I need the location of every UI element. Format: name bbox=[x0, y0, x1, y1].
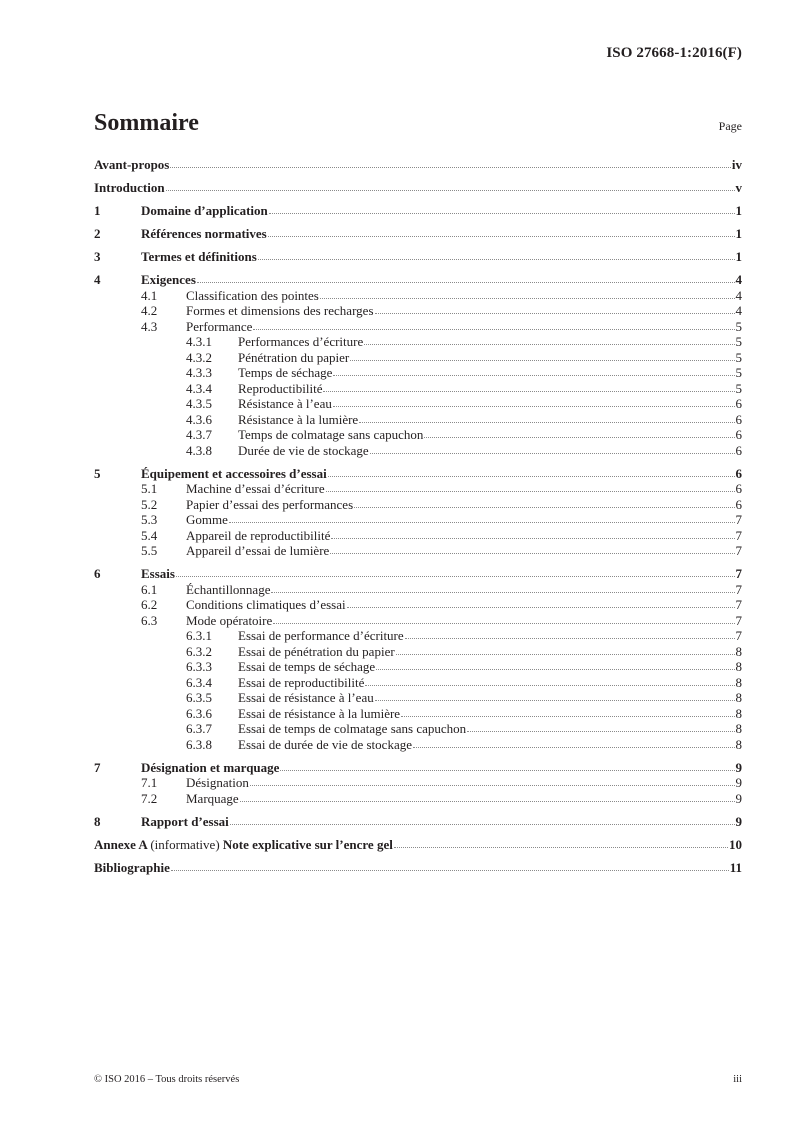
toc-entry-6-2[interactable] bbox=[94, 597, 742, 613]
toc-entry-label: Essai de résistance à l’eau bbox=[238, 690, 374, 705]
dot-leader bbox=[328, 476, 735, 477]
toc-entry-page: 7 bbox=[735, 527, 742, 543]
toc-entry-4-3-5[interactable] bbox=[94, 396, 742, 412]
toc-entry-label: Pénétration du papier bbox=[238, 349, 350, 365]
dot-leader bbox=[396, 654, 735, 655]
toc-entry-3[interactable] bbox=[94, 249, 742, 265]
toc-entry-label: Échantillonnage bbox=[186, 581, 271, 597]
toc-entry-5-5[interactable] bbox=[94, 543, 742, 559]
toc-entry-7[interactable] bbox=[94, 760, 742, 776]
dot-leader bbox=[333, 375, 734, 376]
toc-entry-number: 6.2 bbox=[141, 597, 158, 612]
toc-entry-number: 7.2 bbox=[141, 790, 158, 806]
dot-leader bbox=[273, 623, 734, 624]
toc-entry-number: 4.3.5 bbox=[186, 396, 212, 411]
annex-title: Note explicative sur l’encre gel bbox=[222, 836, 393, 852]
toc-entry-page: 10 bbox=[729, 836, 742, 852]
toc-entry-page: 5 bbox=[735, 318, 742, 334]
toc-entry-6-3-8[interactable] bbox=[94, 737, 742, 753]
toc-entry-8[interactable] bbox=[94, 814, 742, 830]
toc-entry-page: 9 bbox=[735, 813, 742, 829]
toc-entry-label: Termes et définitions bbox=[141, 249, 257, 264]
toc-entry-label: Résistance à l’eau bbox=[238, 396, 332, 411]
toc-entry-label: Performance bbox=[186, 318, 253, 334]
toc-entry-4-3-7[interactable] bbox=[94, 427, 742, 443]
toc-entry-number: 1 bbox=[94, 203, 101, 218]
toc-entry-page: 7 bbox=[735, 566, 742, 581]
toc-entry-page: 6 bbox=[735, 496, 742, 512]
toc-entry-page: 4 bbox=[735, 303, 742, 318]
toc-entry-page: 7 bbox=[735, 612, 742, 628]
toc-entry-6-3-2[interactable] bbox=[94, 644, 742, 660]
toc-entry-bibliographie[interactable] bbox=[94, 860, 742, 876]
toc-entry-5-1[interactable] bbox=[94, 481, 742, 497]
toc-entry-number: 5.2 bbox=[141, 496, 158, 512]
toc-entry-page: iv bbox=[731, 157, 742, 172]
dot-leader bbox=[330, 553, 734, 554]
toc-entry-avant-propos[interactable] bbox=[94, 157, 742, 173]
dot-leader bbox=[333, 406, 735, 407]
toc-entry-label: Temps de séchage bbox=[238, 365, 333, 380]
toc-entry-number: 4.3.2 bbox=[186, 349, 212, 365]
toc-entry-number: 4 bbox=[94, 272, 101, 287]
dot-leader bbox=[376, 669, 734, 670]
toc-entry-number: 4.3.7 bbox=[186, 427, 212, 442]
toc-entry-label: Mode opératoire bbox=[186, 612, 273, 628]
toc-entry-label: Avant-propos bbox=[94, 157, 170, 172]
dot-leader bbox=[467, 731, 734, 732]
toc-entry-page: 4 bbox=[735, 272, 742, 287]
dot-leader bbox=[413, 747, 735, 748]
toc-entry-label: Temps de colmatage sans capuchon bbox=[238, 427, 424, 442]
toc-entry-number: 6.3.5 bbox=[186, 690, 212, 705]
toc-entry-page: 8 bbox=[735, 674, 742, 690]
page-column-label: Page bbox=[718, 119, 742, 133]
copyright-notice: © ISO 2016 – Tous droits réservés bbox=[94, 1074, 240, 1085]
toc-entry-number: 6 bbox=[94, 566, 101, 581]
dot-leader bbox=[347, 607, 735, 608]
toc-entry-number: 4.3.3 bbox=[186, 365, 212, 380]
toc-entry-number: 6.3 bbox=[141, 612, 158, 628]
toc-entry-label: Essai de temps de colmatage sans capuchon bbox=[238, 721, 467, 736]
toc-entry-number: 5 bbox=[94, 465, 101, 481]
toc-entry-number: 6.3.7 bbox=[186, 721, 212, 736]
toc-entry-number: 4.3.4 bbox=[186, 380, 212, 396]
dot-leader bbox=[230, 824, 735, 825]
toc-entry-page: 6 bbox=[735, 481, 742, 496]
toc-entry-page: 5 bbox=[735, 349, 742, 365]
toc-entry-number: 4.3 bbox=[141, 318, 158, 334]
page-title: Sommaire bbox=[94, 110, 199, 136]
toc-entry-6-3-7[interactable] bbox=[94, 721, 742, 737]
toc-entry-number: 6.1 bbox=[141, 581, 158, 597]
toc-entry-page: 9 bbox=[735, 790, 742, 806]
toc-entry-label: Papier d’essai des performances bbox=[186, 496, 354, 512]
toc-entry-label: Rapport d’essai bbox=[141, 813, 229, 829]
toc-entry-page: 4 bbox=[735, 287, 742, 303]
toc-entry-number: 6.3.1 bbox=[186, 628, 212, 643]
toc-entry-4-3-3[interactable] bbox=[94, 365, 742, 381]
toc-entry-2[interactable] bbox=[94, 226, 742, 242]
dot-leader bbox=[394, 847, 728, 848]
toc-entry-page: 5 bbox=[735, 334, 742, 349]
dot-leader bbox=[401, 716, 734, 717]
toc-entry-number: 5.4 bbox=[141, 527, 158, 543]
dot-leader bbox=[176, 576, 735, 577]
toc-entry-annexe-a[interactable] bbox=[94, 837, 742, 853]
toc-entry-label: Bibliographie bbox=[94, 859, 170, 875]
toc-entry-4[interactable] bbox=[94, 272, 742, 288]
dot-leader bbox=[250, 785, 735, 786]
toc-entry-label: Durée de vie de stockage bbox=[238, 442, 369, 458]
toc-entry-page: 5 bbox=[735, 380, 742, 396]
dot-leader bbox=[375, 700, 735, 701]
dot-leader bbox=[253, 329, 734, 330]
document-id: ISO 27668-1:2016(F) bbox=[606, 45, 742, 61]
dot-leader bbox=[280, 770, 734, 771]
toc-entry-number: 7 bbox=[94, 759, 101, 775]
toc-entry-page: 7 bbox=[735, 543, 742, 558]
toc-entry-page: 8 bbox=[735, 659, 742, 674]
table-of-contents bbox=[94, 157, 742, 875]
toc-entry-label: Références normatives bbox=[141, 226, 267, 241]
toc-entry-6-3-1[interactable] bbox=[94, 628, 742, 644]
toc-entry-page: 6 bbox=[735, 465, 742, 481]
toc-entry-label: Introduction bbox=[94, 180, 165, 195]
toc-entry-label: Essai de temps de séchage bbox=[238, 659, 376, 674]
toc-entry-number: 8 bbox=[94, 813, 101, 829]
toc-entry-6-3[interactable] bbox=[94, 613, 742, 629]
dot-leader bbox=[166, 190, 735, 191]
toc-entry-introduction[interactable] bbox=[94, 180, 742, 196]
toc-entry-7-2[interactable] bbox=[94, 791, 742, 807]
toc-entry-number: 6.3.8 bbox=[186, 736, 212, 752]
dot-leader bbox=[197, 282, 735, 283]
toc-entry-label: Essai de reproductibilité bbox=[238, 674, 365, 690]
toc-entry-5-3[interactable] bbox=[94, 512, 742, 528]
toc-entry-label: Essai de durée de vie de stockage bbox=[238, 736, 412, 752]
toc-entry-6-3-5[interactable] bbox=[94, 690, 742, 706]
dot-leader bbox=[331, 538, 734, 539]
dot-leader bbox=[258, 259, 735, 260]
toc-entry-number: 6.3.6 bbox=[186, 705, 212, 721]
dot-leader bbox=[354, 507, 734, 508]
toc-entry-page: 6 bbox=[735, 396, 742, 411]
toc-entry-label: Performances d’écriture bbox=[238, 334, 364, 349]
toc-entry-label: Domaine d’application bbox=[141, 203, 268, 218]
toc-entry-number: 4.3.1 bbox=[186, 334, 212, 349]
toc-entry-label: Gomme bbox=[186, 512, 228, 527]
toc-entry-label bbox=[94, 837, 393, 853]
toc-entry-6-3-4[interactable] bbox=[94, 675, 742, 691]
toc-entry-label: Essai de résistance à la lumière bbox=[238, 705, 401, 721]
toc-entry-page: 7 bbox=[735, 597, 742, 612]
toc-entry-page: 8 bbox=[735, 705, 742, 721]
toc-entry-page: 1 bbox=[735, 226, 742, 241]
toc-entry-page: 6 bbox=[735, 427, 742, 442]
toc-entry-label: Équipement et accessoires d’essai bbox=[141, 465, 327, 481]
toc-entry-4-3-2[interactable] bbox=[94, 350, 742, 366]
dot-leader bbox=[370, 453, 735, 454]
toc-entry-label: Résistance à la lumière bbox=[238, 411, 359, 427]
toc-entry-page: 8 bbox=[735, 736, 742, 752]
toc-entry-4-3-8[interactable] bbox=[94, 443, 742, 459]
annex-type: (informative) bbox=[150, 836, 220, 852]
toc-entry-6-3-6[interactable] bbox=[94, 706, 742, 722]
toc-entry-page: 8 bbox=[735, 721, 742, 736]
toc-entry-label: Conditions climatiques d’essai bbox=[186, 597, 346, 612]
toc-entry-7-1[interactable] bbox=[94, 775, 742, 791]
dot-leader bbox=[364, 344, 734, 345]
toc-entry-number: 3 bbox=[94, 249, 101, 264]
toc-entry-label: Reproductibilité bbox=[238, 380, 323, 396]
toc-entry-page: 7 bbox=[735, 628, 742, 643]
toc-entry-label: Exigences bbox=[141, 272, 196, 287]
toc-entry-label: Essai de pénétration du papier bbox=[238, 643, 395, 659]
toc-entry-6-1[interactable] bbox=[94, 582, 742, 598]
toc-entry-6-3-3[interactable] bbox=[94, 659, 742, 675]
dot-leader bbox=[326, 491, 735, 492]
toc-entry-5-4[interactable] bbox=[94, 528, 742, 544]
toc-entry-6[interactable] bbox=[94, 566, 742, 582]
annex-prefix: Annexe A bbox=[94, 836, 148, 852]
toc-entry-number: 4.2 bbox=[141, 303, 158, 318]
toc-entry-page: 7 bbox=[735, 581, 742, 597]
toc-entry-4-2[interactable] bbox=[94, 303, 742, 319]
toc-entry-number: 6.3.2 bbox=[186, 643, 212, 659]
dot-leader bbox=[405, 638, 735, 639]
dot-leader bbox=[170, 167, 731, 168]
dot-leader bbox=[268, 236, 735, 237]
page-number: iii bbox=[733, 1074, 742, 1085]
dot-leader bbox=[365, 685, 734, 686]
dot-leader bbox=[350, 360, 734, 361]
toc-entry-number: 7.1 bbox=[141, 775, 158, 790]
toc-entry-page: 9 bbox=[735, 759, 742, 775]
toc-entry-number: 4.1 bbox=[141, 287, 158, 303]
toc-entry-label: Machine d’essai d’écriture bbox=[186, 481, 325, 496]
toc-entry-label: Classification des pointes bbox=[186, 287, 319, 303]
toc-entry-page: 8 bbox=[735, 643, 742, 659]
toc-entry-label: Désignation bbox=[186, 775, 249, 790]
toc-entry-number: 2 bbox=[94, 226, 101, 241]
toc-entry-number: 6.3.3 bbox=[186, 659, 212, 674]
toc-entry-page: 1 bbox=[735, 203, 742, 218]
dot-leader bbox=[269, 213, 735, 214]
toc-entry-number: 5.1 bbox=[141, 481, 158, 496]
toc-entry-1[interactable] bbox=[94, 203, 742, 219]
toc-entry-label: Formes et dimensions des recharges bbox=[186, 303, 374, 318]
dot-leader bbox=[320, 298, 735, 299]
toc-entry-page: v bbox=[735, 180, 742, 195]
toc-entry-number: 5.5 bbox=[141, 543, 158, 558]
toc-entry-label: Essai de performance d’écriture bbox=[238, 628, 404, 643]
toc-entry-page: 6 bbox=[735, 411, 742, 427]
toc-entry-5[interactable] bbox=[94, 466, 742, 482]
dot-leader bbox=[424, 437, 734, 438]
toc-entry-label: Marquage bbox=[186, 790, 239, 806]
dot-leader bbox=[323, 391, 734, 392]
dot-leader bbox=[229, 522, 735, 523]
toc-entry-page: 11 bbox=[729, 859, 742, 875]
toc-entry-4-3-4[interactable] bbox=[94, 381, 742, 397]
toc-entry-number: 6.3.4 bbox=[186, 674, 212, 690]
toc-entry-number: 5.3 bbox=[141, 512, 158, 527]
toc-entry-page: 7 bbox=[735, 512, 742, 527]
toc-entry-page: 6 bbox=[735, 442, 742, 458]
toc-entry-5-2[interactable] bbox=[94, 497, 742, 513]
toc-entry-4-3[interactable] bbox=[94, 319, 742, 335]
toc-entry-label: Appareil d’essai de lumière bbox=[186, 543, 330, 558]
toc-entry-number: 4.3.6 bbox=[186, 411, 212, 427]
toc-entry-number: 4.3.8 bbox=[186, 442, 212, 458]
toc-entry-label: Appareil de reproductibilité bbox=[186, 527, 331, 543]
toc-entry-label: Essais bbox=[141, 566, 175, 581]
toc-entry-4-3-1[interactable] bbox=[94, 334, 742, 350]
toc-entry-page: 5 bbox=[735, 365, 742, 380]
dot-leader bbox=[271, 592, 734, 593]
toc-entry-4-3-6[interactable] bbox=[94, 412, 742, 428]
toc-entry-4-1[interactable] bbox=[94, 288, 742, 304]
toc-entry-label: Désignation et marquage bbox=[141, 759, 280, 775]
dot-leader bbox=[359, 422, 734, 423]
dot-leader bbox=[171, 870, 729, 871]
dot-leader bbox=[375, 313, 735, 314]
toc-entry-page: 1 bbox=[735, 249, 742, 264]
toc-entry-page: 8 bbox=[735, 690, 742, 705]
dot-leader bbox=[240, 801, 735, 802]
toc-entry-page: 9 bbox=[735, 775, 742, 790]
